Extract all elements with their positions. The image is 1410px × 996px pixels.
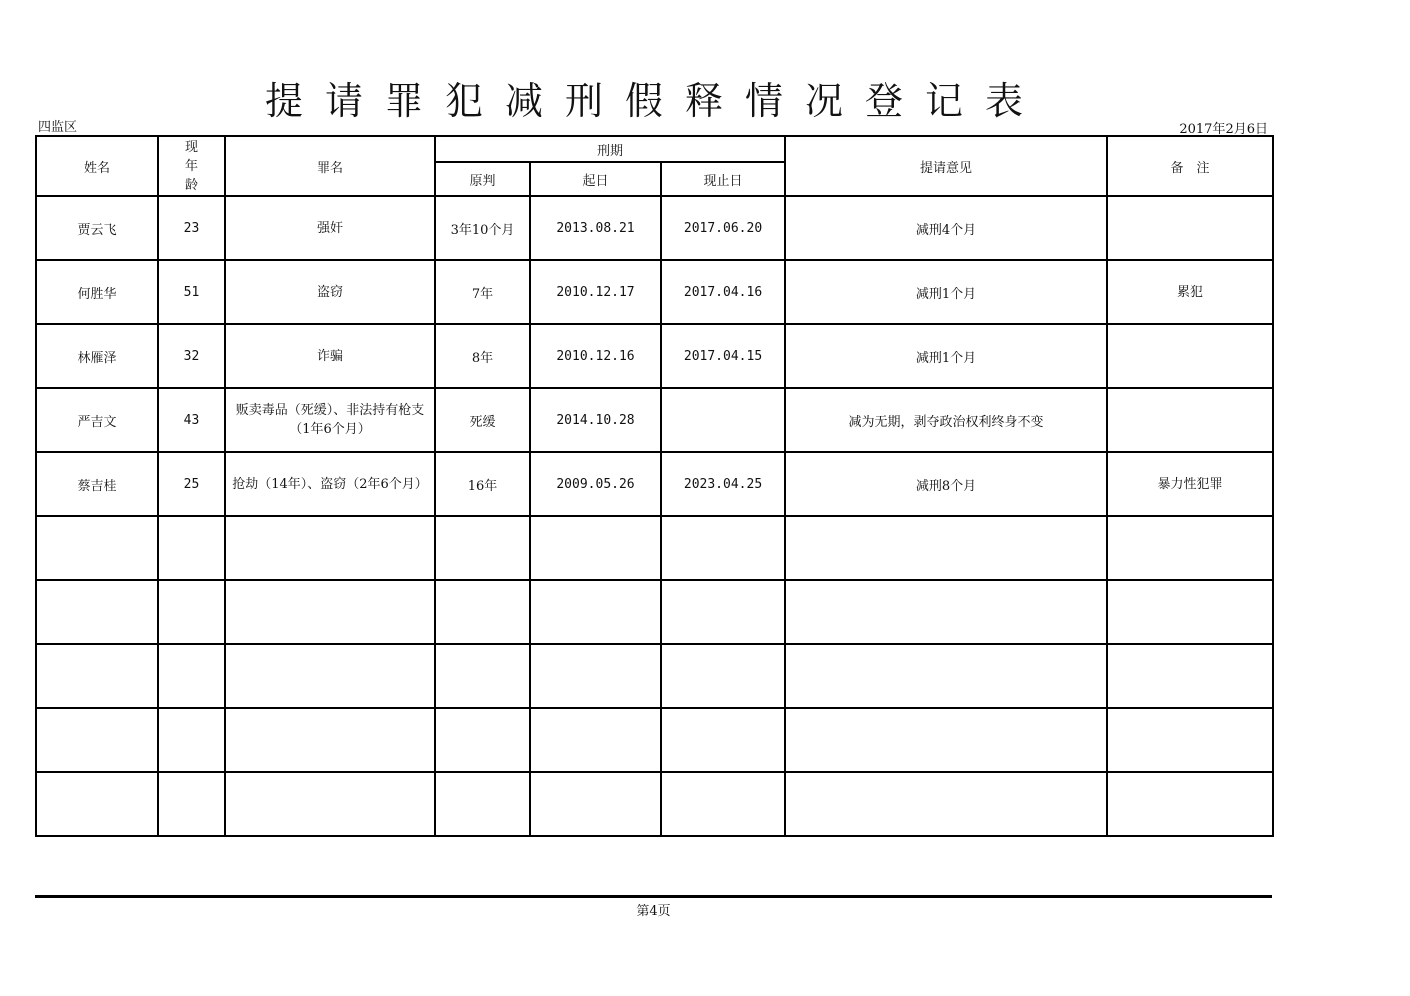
table-body: [36, 196, 1273, 836]
cell-name: [36, 516, 158, 580]
header-end: 现止日: [661, 162, 785, 196]
cell-crime: [225, 644, 435, 708]
cell-end: [661, 772, 785, 836]
cell-remark: [1107, 644, 1273, 708]
cell-crime: 诈骗: [225, 324, 435, 388]
cell-crime: 抢劫（14年）、盗窃（2年6个月）: [225, 452, 435, 516]
cell-crime: [225, 580, 435, 644]
table-row: [36, 196, 1273, 260]
cell-age: 43: [158, 388, 225, 452]
page-number: 第4页: [636, 904, 671, 919]
cell-original: 7年: [435, 260, 530, 324]
header-original: 原判: [435, 162, 530, 196]
cell-start: 2009.05.26: [530, 452, 661, 516]
cell-name: [36, 644, 158, 708]
cell-crime: 贩卖毒品（死缓）、非法持有枪支（1年6个月）: [225, 388, 435, 452]
cell-age: 51: [158, 260, 225, 324]
cell-opinion: [785, 644, 1107, 708]
cell-end: [661, 516, 785, 580]
cell-name: [36, 772, 158, 836]
table-row: [36, 324, 1273, 388]
cell-end: 2017.06.20: [661, 196, 785, 260]
cell-remark: [1107, 772, 1273, 836]
cell-name: 蔡吉桂: [36, 452, 158, 516]
table-row: [36, 516, 1273, 580]
cell-opinion: [785, 516, 1107, 580]
table-row: [36, 644, 1273, 708]
cell-opinion: [785, 708, 1107, 772]
cell-start: 2010.12.16: [530, 324, 661, 388]
cell-remark: [1107, 388, 1273, 452]
cell-opinion: 减刑1个月: [785, 260, 1107, 324]
cell-remark: [1107, 516, 1273, 580]
cell-name: 何胜华: [36, 260, 158, 324]
cell-start: [530, 708, 661, 772]
cell-original: [435, 708, 530, 772]
header-age-char-2: 年: [184, 158, 198, 174]
cell-original: 3年10个月: [435, 196, 530, 260]
table-row: [36, 260, 1273, 324]
cell-crime: [225, 708, 435, 772]
cell-opinion: 减刑4个月: [785, 196, 1107, 260]
header-name: 姓名: [36, 136, 158, 196]
cell-original: 8年: [435, 324, 530, 388]
cell-opinion: [785, 580, 1107, 644]
cell-start: [530, 580, 661, 644]
cell-age: [158, 772, 225, 836]
cell-start: [530, 516, 661, 580]
cell-end: [661, 388, 785, 452]
cell-start: [530, 772, 661, 836]
cell-end: [661, 708, 785, 772]
cell-opinion: 减刑1个月: [785, 324, 1107, 388]
footer-divider: [35, 895, 1272, 898]
cell-name: 林雁泽: [36, 324, 158, 388]
cell-name: 贾云飞: [36, 196, 158, 260]
cell-crime: 盗窃: [225, 260, 435, 324]
cell-start: 2010.12.17: [530, 260, 661, 324]
header-sentence: 刑期: [435, 136, 785, 162]
cell-name: [36, 580, 158, 644]
header-crime: 罪名: [225, 136, 435, 196]
cell-original: [435, 580, 530, 644]
cell-opinion: [785, 772, 1107, 836]
cell-age: 25: [158, 452, 225, 516]
header-age-char-3: 龄: [184, 177, 198, 193]
cell-age: 32: [158, 324, 225, 388]
cell-end: [661, 644, 785, 708]
cell-name: [36, 708, 158, 772]
cell-original: [435, 516, 530, 580]
cell-start: 2013.08.21: [530, 196, 661, 260]
cell-crime: [225, 772, 435, 836]
header-age-char-1: 现: [184, 139, 198, 155]
cell-age: [158, 580, 225, 644]
cell-remark: 暴力性犯罪: [1107, 452, 1273, 516]
page-title: 提请罪犯减刑假释情况登记表: [264, 79, 1045, 123]
cell-original: 死缓: [435, 388, 530, 452]
cell-original: [435, 772, 530, 836]
cell-age: [158, 708, 225, 772]
cell-start: 2014.10.28: [530, 388, 661, 452]
cell-original: 16年: [435, 452, 530, 516]
table-row: [36, 388, 1273, 452]
cell-start: [530, 644, 661, 708]
header-remark: 备 注: [1107, 136, 1273, 196]
cell-name: 严吉文: [36, 388, 158, 452]
cell-opinion: 减刑8个月: [785, 452, 1107, 516]
header-start: 起日: [530, 162, 661, 196]
cell-age: [158, 644, 225, 708]
cell-crime: [225, 516, 435, 580]
table-row: [36, 772, 1273, 836]
table-row: [36, 708, 1273, 772]
cell-opinion: 减为无期，剥夺政治权利终身不变: [785, 388, 1107, 452]
cell-remark: [1107, 580, 1273, 644]
cell-remark: 累犯: [1107, 260, 1273, 324]
cell-age: 23: [158, 196, 225, 260]
cell-end: [661, 580, 785, 644]
district-label: 四监区: [38, 120, 78, 135]
cell-remark: [1107, 708, 1273, 772]
cell-crime: 强奸: [225, 196, 435, 260]
cell-end: 2017.04.16: [661, 260, 785, 324]
table-row: [36, 580, 1273, 644]
registration-table: [35, 135, 1274, 837]
header-age: [158, 136, 225, 196]
date-label: 2017年2月6日: [1179, 122, 1268, 137]
table-row: [36, 452, 1273, 516]
cell-age: [158, 516, 225, 580]
cell-remark: [1107, 196, 1273, 260]
cell-end: 2023.04.25: [661, 452, 785, 516]
cell-end: 2017.04.15: [661, 324, 785, 388]
cell-original: [435, 644, 530, 708]
header-opinion: 提请意见: [785, 136, 1107, 196]
cell-remark: [1107, 324, 1273, 388]
